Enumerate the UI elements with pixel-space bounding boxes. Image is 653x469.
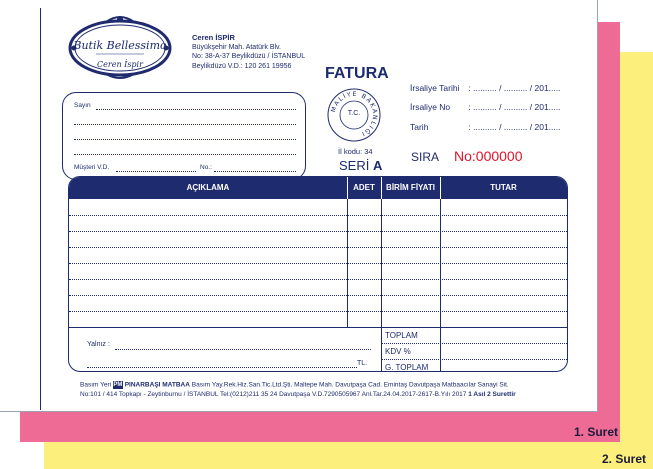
summary-rule	[381, 343, 567, 344]
subtotal-label: TOPLAM	[385, 331, 418, 340]
printer-prefix: Basım Yeri	[80, 381, 112, 389]
printer-logo-icon: PM	[113, 382, 123, 388]
item-row[interactable]	[69, 295, 567, 296]
customer-name-label: Sayın	[74, 102, 91, 109]
customer-tax-number-field[interactable]	[214, 171, 296, 172]
logo-brand-name: Butik Bellessimo	[73, 39, 167, 52]
vat-label: KDV %	[385, 347, 411, 356]
invoice-date-row	[410, 122, 561, 132]
column-divider	[381, 199, 382, 372]
item-row[interactable]	[69, 215, 567, 216]
item-row[interactable]	[69, 263, 567, 264]
header-unit-price: BİRİM FİYATI	[386, 183, 435, 192]
customer-name-field[interactable]	[96, 109, 296, 110]
company-tax-office: Beylikdüzü V.D.: 120 261 19956	[192, 62, 292, 70]
amount-in-words-label: Yalnız :	[87, 341, 110, 348]
customer-address-line-2[interactable]	[74, 139, 296, 140]
brand-logo	[66, 14, 174, 80]
customer-tax-office-field[interactable]	[116, 171, 196, 172]
province-code: İl kodu: 34	[338, 147, 373, 156]
header-quantity: ADET	[353, 183, 375, 192]
currency-label: TL.	[357, 360, 368, 367]
logo-owner-name: Ceren İspir	[97, 60, 143, 69]
invoice-date-value[interactable]: : .......... / .......... / 201.....	[468, 122, 561, 132]
printer-name: PINARBAŞI MATBAA	[124, 381, 190, 389]
items-table-header	[69, 177, 567, 199]
waybill-date-value[interactable]: : .......... / .......... / 201.....	[468, 83, 561, 93]
company-info	[192, 33, 305, 71]
series	[339, 158, 382, 173]
customer-address-line-3[interactable]	[74, 154, 296, 155]
header-description: AÇIKLAMA	[186, 183, 230, 192]
header-divider	[347, 177, 348, 199]
first-copy-label: 1. Suret	[574, 425, 619, 439]
second-copy-label: 2. Suret	[602, 452, 647, 466]
column-divider	[440, 199, 441, 372]
summary-rule	[381, 359, 567, 360]
series-label: SERİ	[339, 158, 370, 173]
waybill-number-row	[410, 102, 561, 112]
header-divider	[381, 177, 382, 199]
waybill-number-label: İrsaliye No	[410, 102, 451, 112]
printer-info-line-1	[80, 381, 560, 389]
series-letter: A	[372, 158, 383, 173]
serial-label: SIRA	[411, 150, 440, 164]
header-divider	[440, 177, 441, 199]
seal-ring-text: MALİYE BAKANLIĞI	[330, 90, 379, 138]
customer-address-line-1[interactable]	[74, 124, 296, 125]
amount-in-words-field[interactable]	[115, 349, 371, 350]
items-bottom-rule	[69, 327, 567, 328]
amount-in-words-field-2[interactable]	[87, 367, 357, 368]
waybill-date-row	[410, 83, 561, 93]
copy-notice: 1 Asıl 2 Surettir	[468, 391, 516, 398]
customer-tax-office-label: Müşteri V.D.	[74, 164, 110, 171]
company-address-2: No: 38-A-37 Beylikdüzü / İSTANBUL	[192, 53, 306, 60]
invoice-title: FATURA	[325, 65, 389, 82]
grand-total-label: G. TOPLAM	[385, 363, 429, 372]
waybill-number-value[interactable]: : .......... / .......... / 201.....	[468, 102, 561, 112]
printer-address: Basım Yay.Rek.Hiz.San.Tic.Ltd.Şti. Maltepe Mah. Davutpaşa Cad. Emintaş Davutpaşa Matbaacılar Sanayi Sit.	[191, 381, 509, 389]
item-row[interactable]	[69, 247, 567, 248]
serial-number: No:000000	[454, 148, 523, 164]
waybill-date-label: İrsaliye Tarihi	[410, 83, 460, 93]
company-name: Ceren İSPİR	[192, 33, 235, 42]
item-row[interactable]	[69, 279, 567, 280]
invoice-date-label: Tarih	[410, 122, 429, 132]
customer-tax-number-label: No.:	[200, 164, 212, 171]
items-table	[68, 176, 568, 372]
printer-details: No:101 / 414 Topkapı - Zeytinburnu / İSTANBUL Tel:(0212)211 35 24 Davutpaşa V.D.7290505967 Anl.Tar.24.04.2017-2617-B.Yılı 2017	[80, 391, 467, 398]
header-total: TUTAR	[490, 183, 517, 192]
item-row[interactable]	[69, 311, 567, 312]
perforation-line	[40, 8, 41, 410]
seal-center-text: T.C.	[347, 110, 361, 117]
company-address-1: Büyükşehir Mah. Atatürk Blv.	[192, 43, 281, 51]
printer-info-line-2	[80, 391, 560, 398]
item-row[interactable]	[69, 231, 567, 232]
